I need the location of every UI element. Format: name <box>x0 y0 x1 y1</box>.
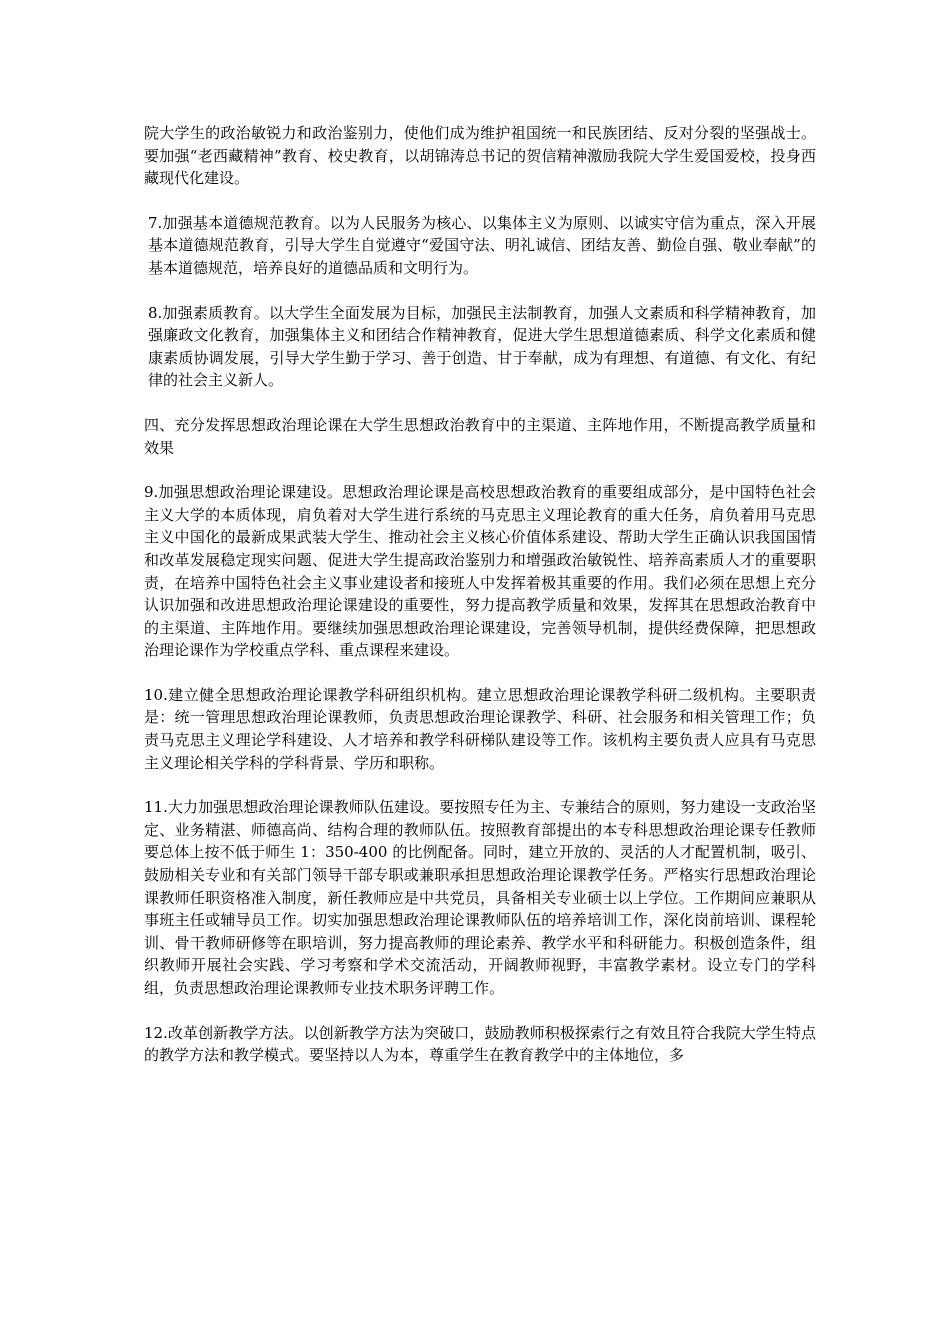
section-heading: 四、充分发挥思想政治理论课在大学生思想政治教育中的主渠道、主阵地作用，不断提高教学质量和效果 <box>144 415 816 457</box>
paragraph-3: 8.加强素质教育。以大学生全面发展为目标，加强民主法制教育，加强人文素质和科学精神教育，加强廉政文化教育，加强集体主义和团结合作精神教育，促进大学生思想道德素质、科学文化素质和健康素质协调发展，引导大学生勤于学习、善于创造、甘于奉献，成为有理想、有道德、有文化、有纪律的社会主义新人。 <box>148 303 816 390</box>
document-page <box>144 122 816 1089</box>
paragraph-6: 11.大力加强思想政治理论课教师队伍建设。要按照专任为主、专兼结合的原则，努力建设一支政治坚定、业务精湛、师德高尚、结构合理的教师队伍。按照教育部提出的本专科思想政治理论课专任教师要总体上按不低于师生 1：350-400 的比例配备。同时，建立开放的、灵活的人才配置机制，吸引、鼓励相关专业和有关部门领导干部专职或兼职承担思想政治理论课教学任务。严格实行思想政治理论课教师任职资格准入制度，新任教师应是中共党员，具备相关专业硕士以上学位。工作期间应兼职从事班主任或辅导员工作。切实加强思想政治理论课教师队伍的培养培训工作，深化岗前培训、课程轮训、骨干教师研修等在职培训，努力提高教师的理论素养、教学水平和科研能力。积极创造条件，组织教师开展社会实践、学习考察和学术交流活动，开阔教师视野，丰富教学素材。设立专门的学科组，负责思想政治理论课教师专业技术职务评聘工作。 <box>144 798 816 997</box>
paragraph-2: 7.加强基本道德规范教育。以为人民服务为核心、以集体主义为原则、以诚实守信为重点，深入开展基本道德规范教育，引导大学生自觉遵守“爱国守法、明礼诚信、团结友善、勤俭自强、敬业奉献”的基本道德规范，培养良好的道德品质和文明行为。 <box>148 213 816 277</box>
paragraph-7: 12.改革创新教学方法。以创新教学方法为突破口，鼓励教师积极探索行之有效且符合我院大学生特点的教学方法和教学模式。要坚持以人为本，尊重学生在教育教学中的主体地位，多 <box>144 1023 816 1065</box>
paragraph-4: 9.加强思想政治理论课建设。思想政治理论课是高校思想政治教育的重要组成部分，是中国特色社会主义大学的本质体现，肩负着对大学生进行系统的马克思主义理论教育的重大任务，肩负着用马克思主义中国化的最新成果武装大学生、推动社会主义核心价值体系建设、帮助大学生正确认识我国国情和改革发展稳定现实问题、促进大学生提高政治鉴别力和增强政治敏锐性、培养高素质人才的重要职责，在培养中国特色社会主义事业建设者和接班人中发挥着极其重要的作用。我们必须在思想上充分认识加强和改进思想政治理论课建设的重要性，努力提高教学质量和效果，发挥其在思想政治教育中的主渠道、主阵地作用。要继续加强思想政治理论课建设，完善领导机制，提供经费保障，把思想政治理论课作为学校重点学科、重点课程来建设。 <box>144 483 816 660</box>
paragraph-5: 10.建立健全思想政治理论课教学科研组织机构。建立思想政治理论课教学科研二级机构。主要职责是：统一管理思想政治理论课教师，负责思想政治理论课教学、科研、社会服务和相关管理工作；负责马克思主义理论学科建设、人才培养和教学科研梯队建设等工作。该机构主要负责人应具有马克思主义理论相关学科的学科背景、学历和职称。 <box>144 685 816 772</box>
paragraph-1: 院大学生的政治敏锐力和政治鉴别力，使他们成为维护祖国统一和民族团结、反对分裂的坚强战士。要加强“老西藏精神”教育、校史教育，以胡锦涛总书记的贺信精神激励我院大学生爱国爱校，投身西藏现代化建设。 <box>144 124 816 188</box>
